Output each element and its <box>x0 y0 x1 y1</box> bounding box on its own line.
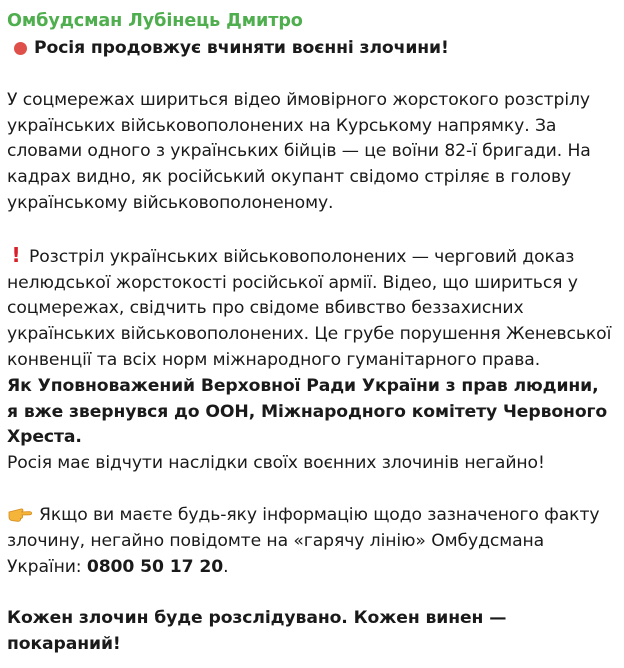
paragraph-execution-text: Розстріл українських військовополонених — черговий доказ нелюдської жорстокості російської армії. Відео, що шириться у соцмережах, свідчить про свідоме вбивство беззахисних українських військовополонених. Це грубе порушення Женевської конвенції та всіх норм міжнародного гуманітарного права. <box>7 246 612 370</box>
spacer <box>7 217 614 243</box>
paragraph-execution-evidence <box>7 243 614 374</box>
headline-text: Росія продовжує вчиняти воєнні злочини! <box>34 38 449 58</box>
paragraph-hotline <box>7 503 614 580</box>
pointing-hand-icon <box>7 505 33 523</box>
hotline-phone[interactable]: 0800 50 17 20 <box>86 556 224 577</box>
spacer <box>7 477 614 503</box>
paragraph-consequences: Росія має відчути наслідки своїх воєнних злочинів негайно! <box>7 453 545 474</box>
hotline-text: Якщо ви маєте будь-яку інформацію щодо зазначеного факту злочину, негайно повідомте на «гарячу лінію» Омбудсмана України: <box>7 504 600 577</box>
sender-name[interactable]: Омбудсман Лубінець Дмитро <box>7 11 303 31</box>
spacer <box>7 62 614 88</box>
paragraph-video-report: У соцмережах шириться відео ймовірного жорстокого розстрілу українських військовополонених на Курському напрямку. За словами одного з українських бійців — це воїни 82-ї бригади. На кадрах видно, як російський окупант свідомо стріляє в голову українському військовополоненому. <box>7 89 591 213</box>
paragraph-closing: Кожен злочин буде розслідувано. Кожен винен — покараний! <box>7 608 507 655</box>
red-circle-icon <box>14 42 27 55</box>
red-exclamation-icon: ! <box>11 242 21 267</box>
message-headline <box>7 36 614 62</box>
paragraph-ombudsman-appeal: Як Уповноважений Верховної Ради України з прав людини, я вже звернувся до ООН, Міжнародного комітету Червоного Хреста. <box>7 375 608 448</box>
hotline-end: . <box>223 556 229 577</box>
spacer <box>7 580 614 606</box>
